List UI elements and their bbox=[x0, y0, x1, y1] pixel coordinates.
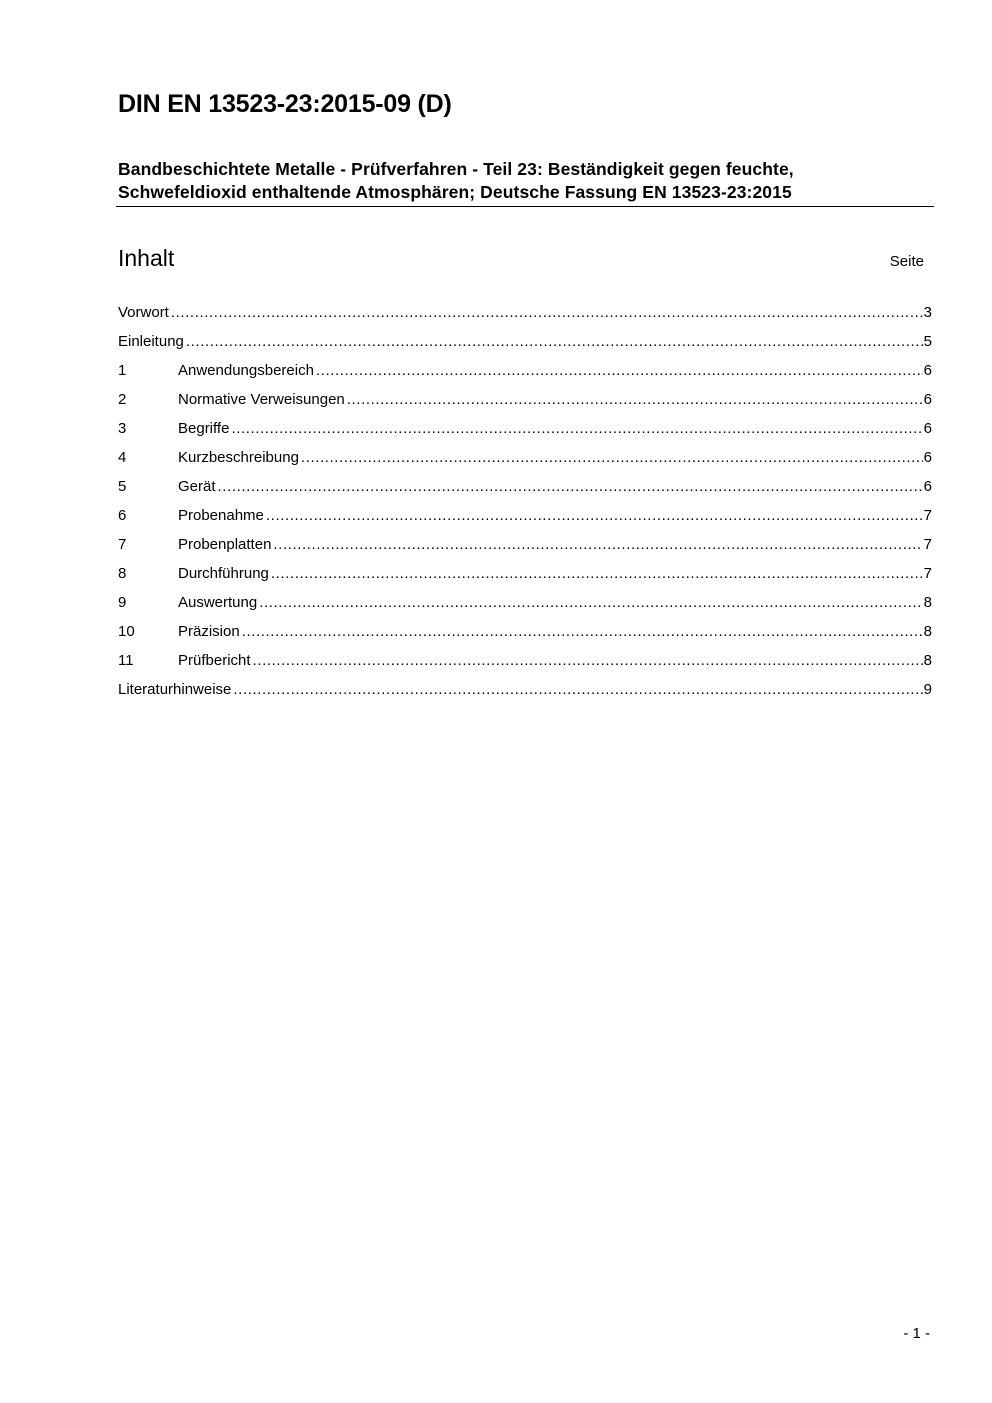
toc-entry[interactable] bbox=[118, 501, 932, 530]
toc-entry-number: 7 bbox=[118, 536, 127, 553]
toc-dot-leader bbox=[301, 443, 923, 472]
toc-entry-page: 8 bbox=[923, 594, 932, 611]
toc-entry-title: Durchführung bbox=[178, 565, 269, 582]
toc-entry-title: Vorwort bbox=[118, 304, 169, 321]
title-divider bbox=[116, 206, 934, 207]
toc-entry[interactable] bbox=[118, 646, 932, 675]
toc-entry[interactable] bbox=[118, 530, 932, 559]
toc-entry-title: Prüfbericht bbox=[178, 652, 251, 669]
document-title: DIN EN 13523-23:2015-09 (D) bbox=[118, 90, 452, 118]
table-of-contents bbox=[118, 298, 932, 704]
toc-entry-page: 7 bbox=[923, 565, 932, 582]
toc-entry-page: 9 bbox=[923, 681, 932, 698]
toc-entry-page: 8 bbox=[923, 623, 932, 640]
toc-entry-number: 1 bbox=[118, 362, 127, 379]
toc-dot-leader bbox=[316, 356, 923, 385]
toc-entry[interactable] bbox=[118, 414, 932, 443]
toc-entry[interactable] bbox=[118, 588, 932, 617]
toc-entry-title: Einleitung bbox=[118, 333, 184, 350]
toc-entry-page: 5 bbox=[923, 333, 932, 350]
toc-entry-title: Literaturhinweise bbox=[118, 681, 232, 698]
toc-entry[interactable] bbox=[118, 675, 932, 704]
toc-dot-leader bbox=[233, 675, 922, 704]
document-subtitle bbox=[118, 158, 934, 204]
toc-entry-title: Gerät bbox=[178, 478, 216, 495]
toc-entry-page: 7 bbox=[923, 507, 932, 524]
toc-entry-page: 6 bbox=[923, 478, 932, 495]
toc-entry[interactable] bbox=[118, 443, 932, 472]
toc-entry-number: 8 bbox=[118, 565, 127, 582]
toc-entry-page: 6 bbox=[923, 391, 932, 408]
toc-entry[interactable] bbox=[118, 327, 932, 356]
toc-entry-page: 3 bbox=[923, 304, 932, 321]
toc-entry-number: 11 bbox=[118, 652, 134, 669]
toc-entry[interactable] bbox=[118, 617, 932, 646]
toc-dot-leader bbox=[218, 472, 923, 501]
toc-dot-leader bbox=[242, 617, 923, 646]
toc-page-column-label: Seite bbox=[889, 253, 924, 270]
toc-entry-number: 5 bbox=[118, 478, 127, 495]
toc-entry[interactable] bbox=[118, 472, 932, 501]
subtitle-line-2: Schwefeldioxid enthaltende Atmosphären; Deutsche Fassung EN 13523-23:2015 bbox=[118, 182, 792, 202]
toc-entry-title: Präzision bbox=[178, 623, 240, 640]
toc-dot-leader bbox=[253, 646, 923, 675]
toc-entry-title: Probenahme bbox=[178, 507, 264, 524]
toc-entry-number: 3 bbox=[118, 420, 127, 437]
toc-heading: Inhalt bbox=[118, 245, 175, 271]
toc-entry[interactable] bbox=[118, 559, 932, 588]
toc-dot-leader bbox=[347, 385, 923, 414]
toc-entry[interactable] bbox=[118, 298, 932, 327]
toc-entry-title: Normative Verweisungen bbox=[178, 391, 345, 408]
toc-entry[interactable] bbox=[118, 385, 932, 414]
toc-dot-leader bbox=[231, 414, 922, 443]
toc-entry-title: Begriffe bbox=[178, 420, 230, 437]
toc-entry-page: 6 bbox=[923, 420, 932, 437]
toc-entry[interactable] bbox=[118, 356, 932, 385]
toc-dot-leader bbox=[271, 559, 923, 588]
toc-entry-number: 2 bbox=[118, 391, 127, 408]
toc-entry-number: 4 bbox=[118, 449, 127, 466]
toc-dot-leader bbox=[266, 501, 923, 530]
toc-entry-title: Auswertung bbox=[178, 594, 258, 611]
toc-entry-number: 10 bbox=[118, 623, 135, 640]
toc-dot-leader bbox=[259, 588, 922, 617]
toc-entry-number: 6 bbox=[118, 507, 127, 524]
toc-entry-title: Kurzbeschreibung bbox=[178, 449, 299, 466]
subtitle-line-1: Bandbeschichtete Metalle - Prüfverfahren - Teil 23: Beständigkeit gegen feuchte, bbox=[118, 159, 794, 179]
toc-dot-leader bbox=[171, 298, 923, 327]
toc-entry-title: Probenplatten bbox=[178, 536, 272, 553]
toc-dot-leader bbox=[273, 530, 922, 559]
toc-entry-page: 6 bbox=[923, 362, 932, 379]
toc-entry-page: 8 bbox=[923, 652, 932, 669]
toc-entry-page: 7 bbox=[923, 536, 932, 553]
toc-entry-number: 9 bbox=[118, 594, 127, 611]
toc-entry-title: Anwendungsbereich bbox=[178, 362, 314, 379]
toc-entry-page: 6 bbox=[923, 449, 932, 466]
toc-dot-leader bbox=[186, 327, 923, 356]
page-number: - 1 - bbox=[903, 1325, 930, 1342]
